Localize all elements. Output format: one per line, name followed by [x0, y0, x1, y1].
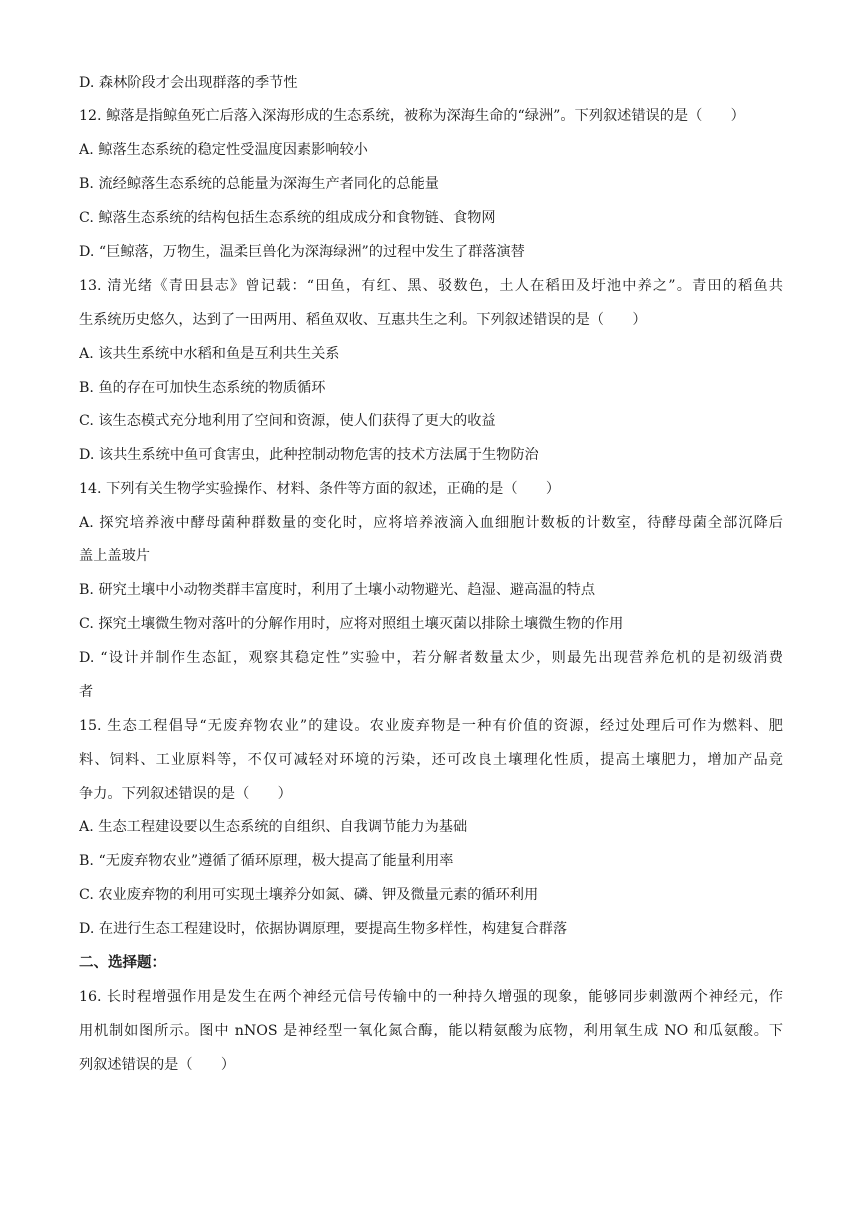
q13-option-b: B. 鱼的存在可加快生态系统的物质循环 [79, 380, 326, 396]
q13-stem-line1: 13. 清光绪《青田县志》曾记载：“田鱼，有红、黑、驳数色，土人在稻田及圩池中养之”。青田的稻鱼共 [79, 278, 783, 294]
q15-stem-line3: 争力。下列叙述错误的是（ ） [79, 786, 292, 802]
q14-option-d-line1: D. “设计并制作生态缸，观察其稳定性”实验中，若分解者数量太少，则最先出现营养危机的是初级消费 [79, 650, 783, 666]
q13-stem-line2: 生系统历史悠久，达到了一田两用、稻鱼双收、互惠共生之利。下列叙述错误的是（ ） [79, 312, 647, 328]
q14-option-c: C. 探究土壤微生物对落叶的分解作用时，应将对照组土壤灭菌以排除土壤微生物的作用 [79, 616, 624, 632]
q14-option-a-line1: A. 探究培养液中酵母菌种群数量的变化时，应将培养液滴入血细胞计数板的计数室，待酵母菌全部沉降后 [79, 515, 783, 531]
q13-option-c: C. 该生态模式充分地利用了空间和资源，使人们获得了更大的收益 [79, 413, 496, 429]
q14-option-a-line2: 盖上盖玻片 [79, 548, 150, 564]
section-heading: 二、选择题： [79, 955, 166, 971]
q11-option-d: D. 森林阶段才会出现群落的季节性 [79, 75, 298, 91]
q16-stem-line2: 用机制如图所示。图中 nNOS 是神经型一氧化氮合酶，能以精氨酸为底物，利用氧生成 NO 和瓜氨酸。下 [79, 1023, 783, 1039]
q16-stem-line3: 列叙述错误的是（ ） [79, 1057, 236, 1073]
q14-stem: 14. 下列有关生物学实验操作、材料、条件等方面的叙述，正确的是（ ） [79, 481, 561, 497]
q13-option-d: D. 该共生系统中鱼可食害虫，此种控制动物危害的技术方法属于生物防治 [79, 447, 539, 463]
q15-option-a: A. 生态工程建设要以生态系统的自组织、自我调节能力为基础 [79, 819, 468, 835]
q16-stem-line1: 16. 长时程增强作用是发生在两个神经元信号传输中的一种持久增强的现象，能够同步刺激两个神经元，作 [79, 989, 783, 1005]
q14-option-b: B. 研究土壤中小动物类群丰富度时，利用了土壤小动物避光、趋湿、避高温的特点 [79, 582, 596, 598]
q13-option-a: A. 该共生系统中水稻和鱼是互利共生关系 [79, 346, 340, 362]
q15-option-d: D. 在进行生态工程建设时，依据协调原理，要提高生物多样性，构建复合群落 [79, 921, 568, 937]
q12-option-b: B. 流经鲸落生态系统的总能量为深海生产者同化的总能量 [79, 176, 439, 192]
q12-option-c: C. 鲸落生态系统的结构包括生态系统的组成成分和食物链、食物网 [79, 210, 496, 226]
q15-option-c: C. 农业废弃物的利用可实现土壤养分如氮、磷、钾及微量元素的循环利用 [79, 887, 539, 903]
q12-stem: 12. 鲸落是指鲸鱼死亡后落入深海形成的生态系统，被称为深海生命的“绿洲”。下列叙述错误的是（ ） [79, 108, 745, 124]
q14-option-d-line2: 者 [79, 684, 94, 700]
q15-option-b: B. “无废弃物农业”遵循了循环原理，极大提高了能量利用率 [79, 853, 454, 869]
q15-stem-line2: 料、饲料、工业原料等，不仅可减轻对环境的污染，还可改良土壤理化性质，提高土壤肥力，增加产品竞 [79, 752, 783, 768]
q12-option-d: D. “巨鲸落，万物生，温柔巨兽化为深海绿洲”的过程中发生了群落演替 [79, 244, 525, 260]
q12-option-a: A. 鲸落生态系统的稳定性受温度因素影响较小 [79, 142, 368, 158]
q15-stem-line1: 15. 生态工程倡导“无废弃物农业”的建设。农业废弃物是一种有价值的资源，经过处理后可作为燃料、肥 [79, 718, 783, 734]
